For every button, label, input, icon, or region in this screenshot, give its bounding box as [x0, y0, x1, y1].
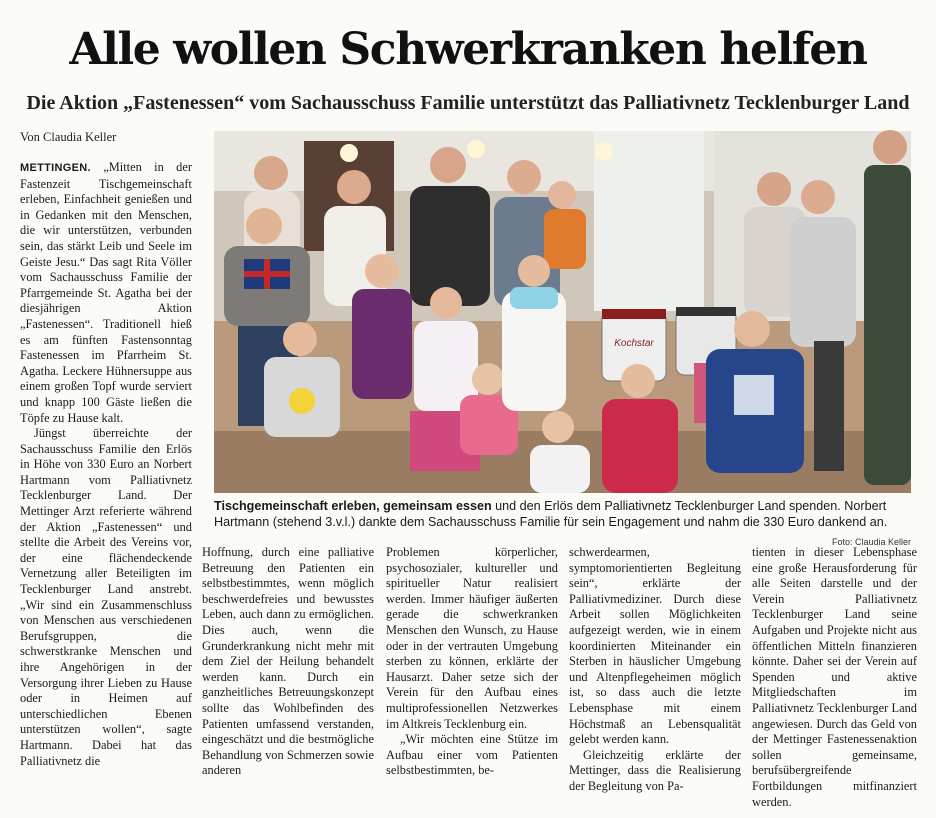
paragraph: Gleichzeitig erklärte der Mettinger, dass die Realisierung der Begleitung von Pa-: [569, 747, 741, 793]
paragraph: schwerdearmen, symptomorientierten Begleitung sein“, erklärte der Palliativmediziner. Durch diese Arbeit sollen Möglichkeiten aufgezeigt werden, wie in einem koordinierten Miteinander ein Sterben in häuslicher Umgebung und Altenpflegeheimen möglich ist, so dass auch die letzte Lebensphase mit einem Höchstmaß an Lebensqualität gelebt werden kann.: [569, 545, 741, 747]
paragraph: „Wir möchten eine Stütze im Aufbau einer vom Patienten selbstbestimmten, be-: [386, 732, 558, 778]
pot-label: Kochstar: [614, 338, 654, 349]
paragraph: Hoffnung, durch eine palliative Betreuung den Patienten ein selbstbestimmtes, wenn möglich beschwerdefreies und bewusstes Leben, auch dann zu ermöglichen. Dies auch, wenn die Grunderkrankung nicht mehr mit dem Ziel der Heilung behandelt werden kann. Durch ein ganzheitliches Betreuungskonzept sollte das Wohlbefinden des Patienten umfassend verstanden, eingeschätzt und die bestmögliche Behandlung von Schmerzen sowie anderen: [202, 545, 374, 778]
paragraph: Problemen körperlicher, psychosozialer, kultureller und spiritueller Natur realisiert werden. Immer häufiger äußerten gerade die schwerkranken Menschen den Wunsch, zu Hause oder in der vertrauten Umgebung sterben zu können, erklärte der Hausarzt. Daher setze sich der Verein für den Aufbau eines multiprofessionellen Netzwerkes im Altkreis Tecklenburg ein.: [386, 545, 558, 731]
caption-lead: Tischgemeinschaft erleben, gemeinsam essen: [214, 499, 492, 513]
article-column-2: [202, 545, 374, 800]
byline: Von Claudia Keller: [20, 130, 117, 144]
article-column-1: [20, 160, 192, 800]
article-photo: [214, 131, 911, 493]
photo-caption: [214, 498, 911, 550]
dateline: METTINGEN.: [20, 162, 91, 174]
article-column-4: [569, 545, 741, 800]
article-column-3: [386, 545, 558, 800]
caption-text: und den Erlös dem Palliativnetz Tecklenburger Land spenden. Norbert Hartmann (stehend 3.v.l.) dankte dem Sachausschuss Familie für sein Engagement und nahm die 330 Euro dankend an.: [214, 499, 888, 529]
subheadline: Die Aktion „Fastenessen“ vom Sachausschuss Familie unterstützt das Palliativnetz Tecklenburger Land: [26, 92, 910, 114]
photo-credit: Foto: Claudia Keller: [831, 537, 911, 547]
article-column-5: [752, 545, 917, 809]
headline: Alle wollen Schwerkranken helfen: [69, 24, 867, 75]
paragraph: „Mitten in der Fastenzeit Tischgemeinschaft erleben, Einfachheit genießen und in Gedanken mit den Menschen, die wir unterstützen, verbunden sein, das stärkt Leib und Seele im Geiste Jesu.“ Das sagt Rita Völler vom Sachausschuss Familie der Pfarrgemeinde St. Agatha bei der diesjährigen Aktion „Fastenessen“. Traditionell hieß es am fünften Fastensonntag Fastenessen im Pfarrheim St. Agatha. Leckere Hühnersuppe aus einem großen Topf wurde serviert und knapp 100 Gäste ließen die Töpfe zu Hause kalt.: [20, 160, 192, 425]
paragraph: tienten in dieser Lebensphase eine große Herausforderung für alle Seiten darstelle und der Verein Palliativnetz Tecklenburger Land seine Aufgaben und Projekte nicht aus öffentlichen Mitteln finanzieren könnte. Daher sei der Verein auf Spenden und aktive Mitgliedschaften im Palliativnetz Tecklenburger Land angewiesen. Durch das Geld von der Mettinger Fastenessenaktion sollen gemeinsame, berufsübergreifende Fortbildungen mitfinanziert werden.: [752, 545, 917, 809]
paragraph: Jüngst überreichte der Sachausschuss Familie den Erlös in Höhe von 330 Euro an Norbert Hartmann vom Palliativnetz Tecklenburger Land. Der Mettinger Arzt referierte während der Aktion „Fastenessen“ und stellte die Arbeit des Vereins vor, der eine flächendeckende Vernetzung aller Beteiligten im Tecklenburger Land anstrebt. „Wir sind ein Zusammenschluss von Menschen aus verschiedenen Berufsgruppen, die schwerstkranke Menschen und ihre Angehörigen in der Versorgung ihrer Lieben zu Hause oder in Heimen auf unterschiedlichen Ebenen unterstützen wollen“, sagte Hartmann. Dabei hat das Palliativnetz die: [20, 426, 192, 768]
